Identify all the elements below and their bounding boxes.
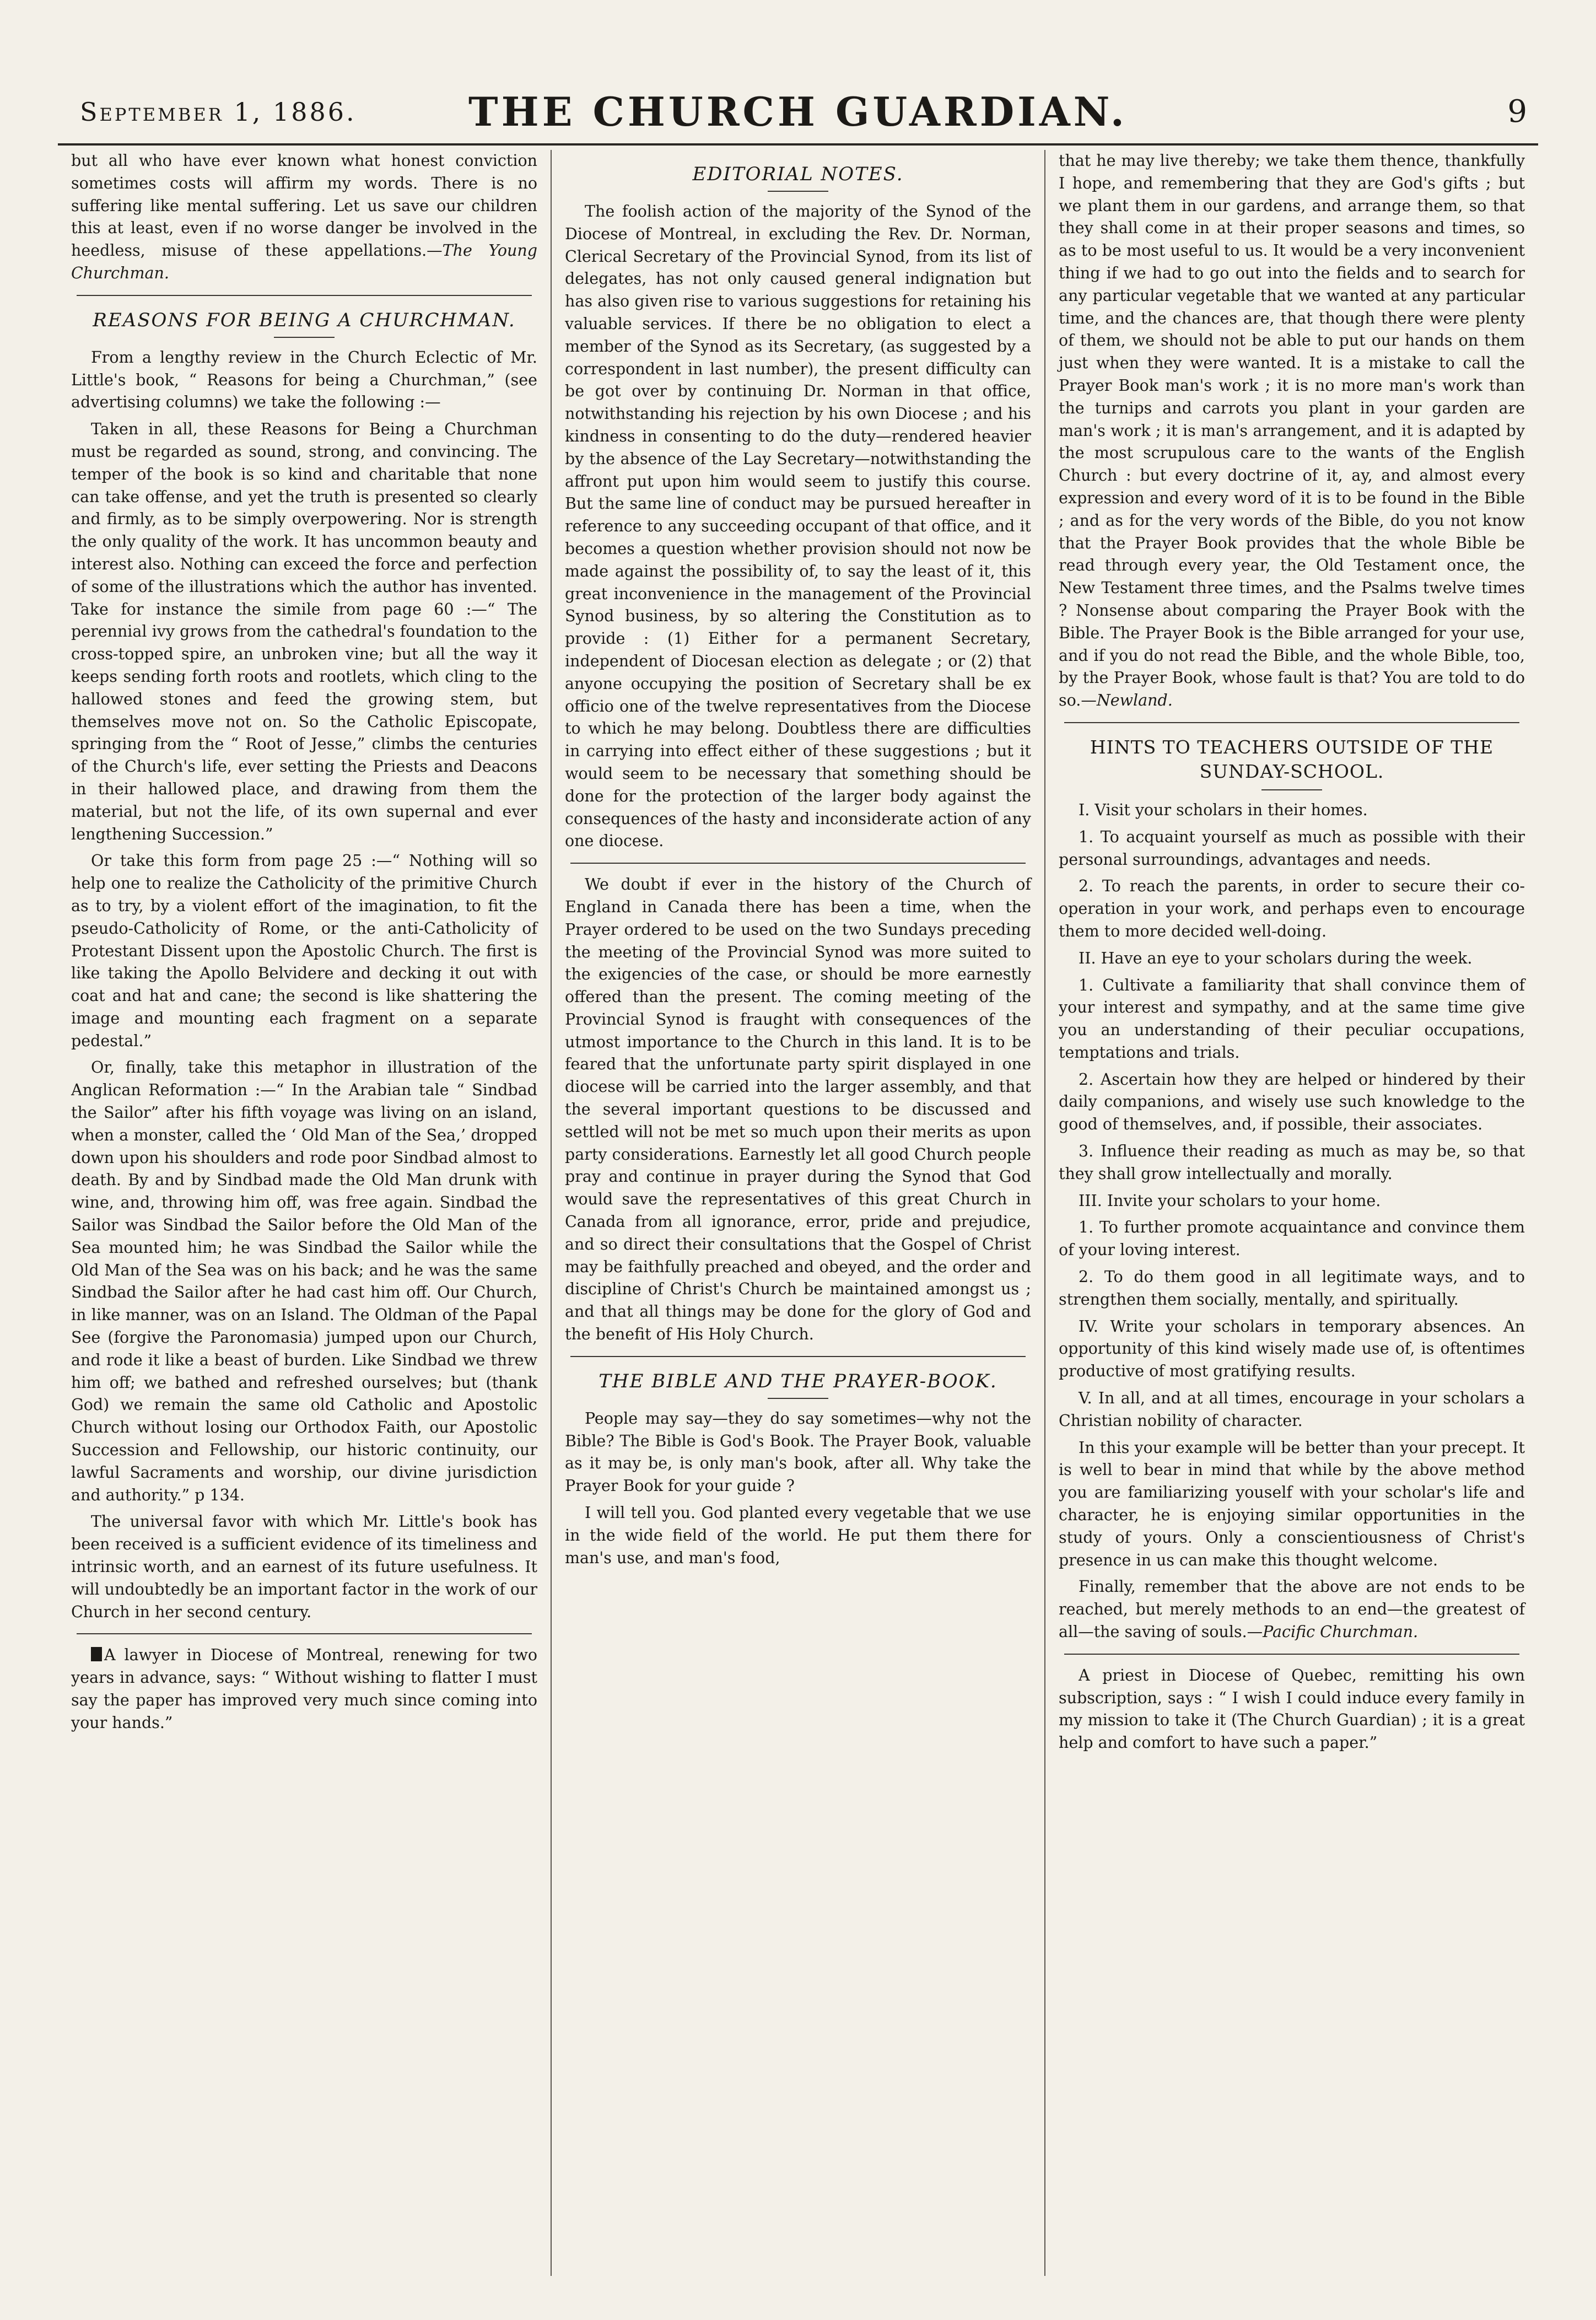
article-paragraph: A lawyer in Diocese of Montreal, renewing for two years in advance, says: “ Without wishing to flatter I must say the paper has improved very much since coming into your hands.” [71,1646,537,1732]
section-heading-editorial: EDITORIAL NOTES. [692,163,904,185]
divider [77,295,532,296]
masthead [58,83,1538,146]
article-paragraph: A priest in Diocese of Quebec, remitting his own subscription, says : “ I wish I could induce every family in my mission to take it (The Church Guardian) ; it is a great help and comfort to have such a paper.” [1059,1666,1525,1752]
issue-date: September 1, 1886. [80,97,357,127]
article-paragraph: The foolish action of the majority of the Synod of the Diocese of Montreal, in excluding the Rev. Dr. Norman, Clerical Secretary of the Provincial Synod, from its list of delegates, has not only caused general indignation but has also given rise to various suggestions for retaining his valuable services. If there be no obligation to elect a member of the Synod as its Secretary, (as suggested by a correspondent in last number), the present difficulty can be got over by continuing Dr. Norman in that office, notwithstanding his rejection by his own Diocese ; and his kindness in consenting to do the duty—rendered heavier by the absence of the Lay Secretary—notwithstanding the affront put upon him would seem to justify this course. But the same line of conduct may be pursued hereafter in reference to any succeeding occupant of that office, and it becomes a question whether provision should not now be made against the possibility of, to say the least of it, this great inconvenience in the management of the Provincial Synod business, by so altering the Constitution as to provide : (1) Either for a permanent Secretary, independent of Diocesan election as delegate ; or (2) that anyone occupying the position of Secretary shall be ex officio one of the twelve representatives from the Diocese to which he may belong. Doubtless there are difficulties in carrying into effect either of these suggestions ; but it would seem to be necessary that something should be done for the protection of the larger body against the consequences of the hasty and inconsiderate action of any one diocese. [565,202,1031,851]
article-paragraph: but all who have ever known what honest conviction sometimes costs will affirm my words. There is no suffering like mental suffering. Let us save our children this at least, even if no worse danger be involved in the heedless, misuse of these appellations.—The Young Churchman. [71,152,537,282]
list-item: 3. Influence their reading as much as may be, so that they shall grow intellectually and morally. [1059,1142,1525,1183]
article-columns [58,150,1538,2276]
paragraph-mark-icon [91,1647,102,1661]
list-item: 2. Ascertain how they are helped or hindered by their daily companions, and wisely use such knowledge to the good of themselves, and, if possible, their associates. [1059,1070,1525,1134]
divider [1064,1654,1519,1655]
column-3 [1045,150,1538,2276]
divider [77,1633,532,1634]
article-paragraph: Taken in all, these Reasons for Being a Churchman must be regarded as sound, strong, and convincing. The temper of the book is so kind and charitable that none can take offense, and yet the truth is presented so clearly and firmly, as to be simply overpowering. Nor is strength the only quality of the work. It has uncommon beauty and interest also. Nothing can exceed the force and perfection of some of the illustrations which the author has invented. Take for instance the simile from page 60 :—“ The perennial ivy grows from the cathedral's foundation to the cross-topped spire, an unbroken vine; but all the way it keeps sending forth roots and rootlets, which cling to the hallowed stones and feed the growing stem, but themselves move not on. So the Catholic Episcopate, springing from the “ Root of Jesse,” climbs the centuries of the Church's life, ever setting the Priests and Deacons in their hallowed place, and drawing from them the material, but not the life, of its own supernal and ever lengthening Succession.” [71,420,537,843]
article-paragraph: that he may live thereby; we take them thence, thankfully I hope, and remembering that they are God's gifts ; but we plant them in our gardens, and arrange them, so that they shall come in at their proper seasons and times, so as to be most useful to us. It would be a very inconvenient thing if we had to go out into the fields and to search for any particular vegetable that we wanted at any particular time, and the chances are, that though there were plenty of them, we should not be able to put our hands on them just when they were wanted. It is a mistake to call the Prayer Book man's work ; it is no more man's work than the turnips and carrots you plant in your garden are man's work ; it is man's arrangement, and it is adapted by the most scrupulous care to the wants of the English Church : but every doctrine of it, ay, and almost every expression and every word of it is to be found in the Bible ; and as for the very words of the Bible, do you not know that the Prayer Book provides that the whole Bible be read through every year, the Old Testament once, the New Testament three times, and the Psalms twelve times ? Nonsense about comparing the Prayer Book with the Bible. The Prayer Book is the Bible arranged for your use, and if you do not read the Bible, and the whole Bible, too, by the Prayer Book, whose fault is that? You are told to do so.—Newland. [1059,152,1525,710]
divider [570,1356,1026,1357]
column-1 [58,150,552,2276]
page-number: 9 [1507,94,1527,130]
divider [1064,722,1519,723]
divider [570,863,1026,864]
list-item: In this your example will be better than your precept. It is well to bear in mind that while by the above method you are familiarizing youself with your scholar's life and character, he is enjoying similar opportunities in the study of yours. Only a conscientiousness of Christ's presence in us can make this thought welcome. [1059,1438,1525,1569]
newspaper-title: THE CHURCH GUARDIAN. [468,88,1128,135]
list-item: I. Visit your scholars in their homes. [1079,800,1368,819]
divider [1261,789,1322,790]
list-item: Finally, remember that the above are not ends to be reached, but merely methods to an end—the greatest of all—the saving of souls.—Pacific Churchman. [1059,1578,1525,1641]
article-paragraph: From a lengthy review in the Church Eclectic of Mr. Little's book, “ Reasons for being a Churchman,” (see advertising columns) we take the following :— [71,348,537,412]
list-item: III. Invite your scholars to your home. [1079,1191,1381,1210]
list-item: V. In all, and at all times, encourage in your scholars a Christian nobility of character. [1059,1389,1525,1430]
article-paragraph: Or, finally, take this metaphor in illustration of the Anglican Reformation :—“ In the Arabian tale “ Sindbad the Sailor” after his fifth voyage was living on an island, when a monster, called the ‘ Old Man of the Sea,’ dropped down upon his shoulders and rode poor Sindbad almost to death. By and by Sindbad made the Old Man drunk with wine, and, throwing him off, was free again. Sindbad the Sailor was Sindbad the Sailor before the Old Man of the Sea mounted him; he was Sindbad the Sailor while the Old Man of the Sea was on his back; and he was the same Sindbad the Sailor after he had cast him off. Our Church, in like manner, was on an Island. The Oldman of the Papal See (forgive the Paronomasia) jumped upon our Church, and rode it like a beast of burden. Like Sindbad we threw him off; we bathed and refreshed ourselves; but (thank God) we remain the same old Catholic and Apostolic Church without losing our Orthodox Faith, our Apostolic Succession and Fellowship, our historic continuity, our lawful Sacraments and worship, our divine jurisdiction and authority.” p 134. [71,1058,537,1504]
article-paragraph: Or take this form from page 25 :—“ Nothing will so help one to realize the Catholicity of the primitive Church as to try, by a violent effort of the imagination, to fit the pseudo-Catholicity of Rome, or the anti-Catholicity of Protestant Dissent upon the Apostolic Church. The first is like taking the Apollo Belvidere and decking it out with coat and hat and cane; the second is like shattering the image and mounting each fragment on a separate pedestal.” [71,852,537,1050]
list-item: 2. To reach the parents, in order to secure their co-operation in your work, and perhaps even to encourage them to more decided well-doing. [1059,877,1525,940]
divider [274,337,335,338]
list-item: 1. To further promote acquaintance and convince them of your loving interest. [1059,1218,1525,1259]
article-paragraph: I will tell you. God planted every vegetable that we use in the wide field of the world. He put them there for man's use, and man's food, [565,1504,1031,1567]
article-paragraph: People may say—they do say sometimes—why not the Bible? The Bible is God's Book. The Prayer Book, valuable as it may be, is only man's book, after all. Why take the Prayer Book for your guide ? [565,1409,1031,1495]
list-item: II. Have an eye to your scholars during the week. [1079,949,1473,967]
list-item: IV. Write your scholars in temporary absences. An opportunity of this kind wisely made use of, is oftentimes productive of most gratifying results. [1059,1317,1525,1381]
column-2 [552,150,1045,2276]
list-item: 1. Cultivate a familiarity that shall convince them of your interest and sympathy, and at the same time give you an understanding of their peculiar occupations, temptations and trials. [1059,976,1525,1062]
list-item: 1. To acquaint yourself as much as possible with their personal surroundings, advantages and needs. [1059,827,1525,869]
article-paragraph: We doubt if ever in the history of the Church of England in Canada there has been a time, when the Prayer ordered to be used on the two Sundays preceding the meeting of the Provincial Synod was more suited to the exigencies of the case, or should be more earnestly offered than the present. The coming meeting of the Provincial Synod is fraught with consequences of the utmost importance to the Church in this land. It is to be feared that the unfortunate party spirit displayed in one diocese will be carried into the larger assembly, and that the several important questions to be discussed and settled will not be met so much upon their merits as upon party considerations. Earnestly let all good Church people pray and continue in prayer during the Synod that God would save the representatives of this great Church in Canada from all ignorance, error, pride and prejudice, and so direct their consultations that the Gospel of Christ may be faithfully preached and obeyed, and the order and discipline of Christ's Church be maintained amongst us ; and that all things may be done for the glory of God and the benefit of His Holy Church. [565,875,1031,1344]
section-heading-reasons: REASONS FOR BEING A CHURCHMAN. [93,309,516,331]
divider [768,1398,828,1399]
section-heading-hints: HINTS TO TEACHERS OUTSIDE OF THE SUNDAY-SCHOOL. [1090,736,1494,782]
list-item: 2. To do them good in all legitimate ways, and to strengthen them socially, mentally, and spiritually. [1059,1268,1525,1309]
divider [768,191,828,192]
section-heading-bible: THE BIBLE AND THE PRAYER-BOOK. [598,1370,997,1392]
article-paragraph: The universal favor with which Mr. Little's book has been received is a sufficient evidence of its timeliness and intrinsic worth, and an earnest of its future usefulness. It will undoubtedly be an important factor in the work of our Church in her second century. [71,1512,537,1621]
